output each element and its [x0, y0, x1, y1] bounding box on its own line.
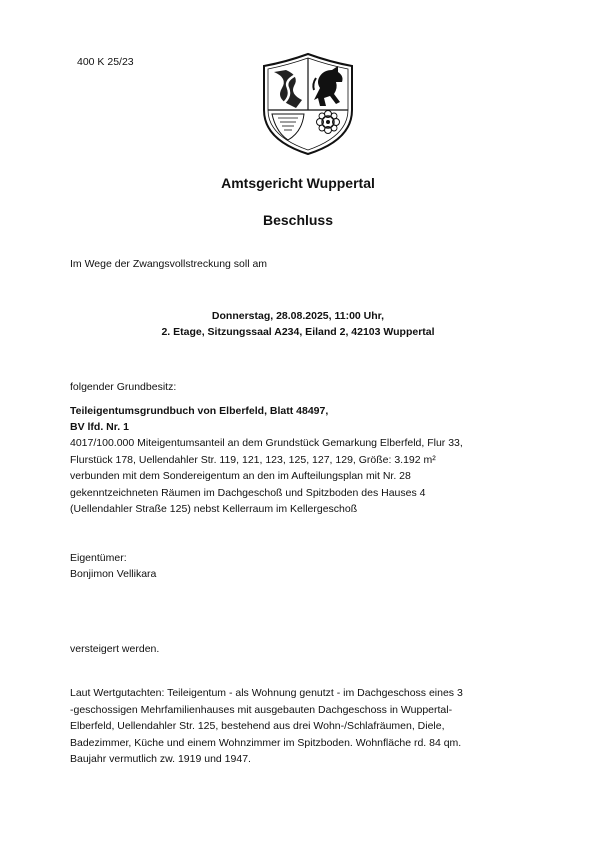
appraisal-line: -geschossigen Mehrfamilienhauses mit ausgebauten Dachgeschoss in Wuppertal-: [70, 703, 453, 716]
court-name: Amtsgericht Wuppertal: [221, 175, 375, 191]
appraisal-line: Elberfeld, Uellendahler Str. 125, bestehend aus drei Wohn-/Schlafräumen, Diele,: [70, 720, 445, 732]
file-reference: 400 K 25/23: [77, 56, 134, 68]
document-type-heading: Beschluss: [262, 212, 334, 228]
nrw-coat-of-arms-icon: [258, 48, 358, 158]
description-line: gekenntzeichneten Räumen im Dachgeschoß und Spitzboden des Hauses 4: [70, 486, 426, 499]
appraisal-line: Baujahr vermutlich zw. 1919 und 1947.: [70, 753, 251, 765]
land-register-entry: BV lfd. Nr. 1: [70, 421, 129, 433]
intro-line: Im Wege der Zwangsvollstreckung soll am: [70, 258, 268, 270]
owner-label: Eigentümer:: [70, 552, 127, 564]
description-line: (Uellendahler Straße 125) nebst Kellerraum im Kellergeschoß: [70, 503, 358, 515]
appraisal-paragraph: [70, 685, 463, 768]
description-line: Flurstück 178, Uellendahler Str. 119, 121, 123, 125, 127, 129, Größe: 3.192 m²: [70, 453, 436, 466]
appointment-location: 2. Etage, Sitzungssaal A234, Eiland 2, 42103 Wuppertal: [161, 326, 435, 338]
property-description: [70, 435, 463, 518]
appraisal-line: Laut Wertgutachten: Teileigentum - als Wohnung genutzt - im Dachgeschoss eines 3: [70, 687, 463, 699]
owner-name: Bonjimon Vellikara: [70, 568, 157, 580]
land-register-title: Teileigentumsgrundbuch von Elberfeld, Blatt 48497,: [70, 405, 329, 417]
appointment-date-time: Donnerstag, 28.08.2025, 11:00 Uhr,: [211, 310, 385, 322]
appraisal-line: Badezimmer, Küche und einem Wohnzimmer im Spitzboden. Wohnfläche rd. 84 qm.: [70, 736, 462, 749]
auction-line: versteigert werden.: [70, 643, 160, 655]
description-line: 4017/100.000 Miteigentumsanteil an dem Grundstück Gemarkung Elberfeld, Flur 33,: [70, 437, 463, 449]
description-line: verbunden mit dem Sondereigentum an den im Aufteilungsplan mit Nr. 28: [70, 470, 411, 482]
property-label: folgender Grundbesitz:: [70, 381, 177, 393]
